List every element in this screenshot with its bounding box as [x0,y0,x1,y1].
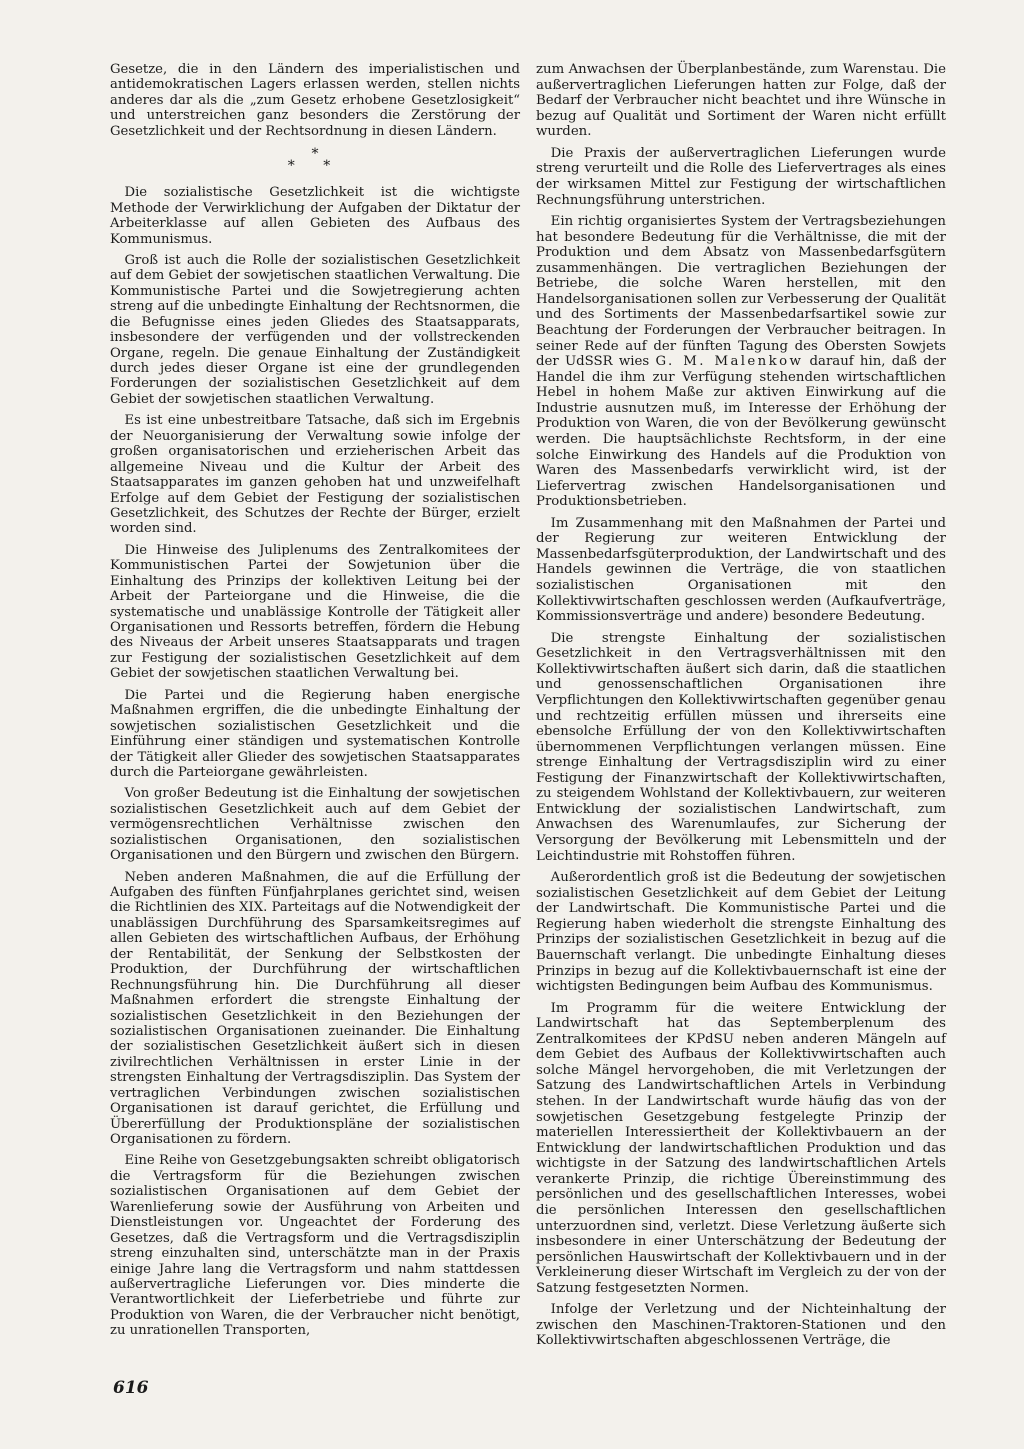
paragraph: Ein richtig organisiertes System der Vertragsbeziehungen hat besondere Bedeutung für die Verhältnisse, die mit der Produktion und dem Absatz von Massenbedarfsgütern zusammenhängen. Die vertraglichen Beziehungen der Betriebe, die solche Waren herstellen, mit den Handelsorganisationen sollen zur Verbesserung der Qualität und des Sortiments der Massenbedarfsartikel sowie zur Beachtung der Forderungen der Verbraucher beitragen. In seiner Rede auf der fünften Tagung des Obersten Sowjets der UdSSR wies G. M. Malenkow darauf hin, daß der Handel die ihm zur Verfügung stehenden wirtschaftlichen Hebel in hohem Maße zur aktiven Einwirkung auf die Industrie ausnutzen muß, im Interesse der Erhöhung der Produktion von Waren, die von der Bevölkerung gewünscht werden. Die hauptsächlichste Rechtsform, in der eine solche Einwirkung des Handels auf die Produktion von Waren des Massenbedarfs verwirklicht wird, ist der Liefervertrag zwischen Handelsorganisationen und Produktionsbetrieben. [536,214,947,510]
page-number: 616 [113,1378,149,1398]
paragraph: Infolge der Verletzung und der Nichteinhaltung der zwischen den Maschinen-Traktoren-Stationen und den Kollektivwirtschaften abgeschlossenen Verträge, die [536,1302,946,1349]
document-page [110,62,956,1432]
paragraph: Die Praxis der außervertraglichen Lieferungen wurde streng verurteilt und die Rolle des Liefervertrages als eines der wirksamen Mittel zur Festigung der wirtschaftlichen Rechnungsführung unterstrichen. [536,145,946,208]
paragraph: Eine Reihe von Gesetzgebungsakten schreibt obligatorisch die Vertragsform für die Beziehungen zwischen sozialistischen Organisationen auf dem Gebiet der Warenlieferung sowie der Ausführung von Arbeiten und Dienstleistungen vor. Ungeachtet der Forderung des Gesetzes, daß die Vertragsform und die Vertragsdisziplin streng einzuhalten sind, unterschätzte man in der Praxis einige Jahre lang die Vertragsform und nahm stattdessen außervertragliche Lieferungen vor. Dies minderte die Verantwortlichkeit der Lieferbetriebe und führte zur Produktion von Waren, die der Verbraucher nicht benötigt, zu unrationellen Transporten, [110,1153,520,1339]
section-divider-asterism: * * * [287,146,343,175]
paragraph: Die strengste Einhaltung der sozialistischen Gesetzlichkeit in den Vertragsverhältnissen mit den Kollektivwirtschaften äußert sich darin, daß die staatlichen und genossenschaftlichen Organisationen ihre Verpflichtungen den Kollektivwirtschaften gegenüber genau und rechtzeitig erfüllen müssen und ihrerseits eine ebensolche Erfüllung der von den Kollektivwirtschaften übernommenen Verpflichtungen verlangen müssen. Eine strenge Einhaltung der Vertragsdisziplin wird zu einer Festigung der Finanzwirtschaft der Kollektivwirtschaften, zu steigendem Wohlstand der Kollektivbauern, zur weiteren Entwicklung der sozialistischen Landwirtschaft, zum Anwachsen des Warenumlaufes, zur Sicherung der Versorgung der Bevölkerung mit Lebensmitteln und der Leichtindustrie mit Rohstoffen führen. [536,630,946,864]
paragraph: Neben anderen Maßnahmen, die auf die Erfüllung der Aufgaben des fünften Fünfjahrplanes gerichtet sind, weisen die Richtlinien des XIX. Parteitags auf die Notwendigkeit der unablässigen Durchführung des Sparsamkeitsregimes auf allen Gebieten des wirtschaftlichen Aufbaus, der Erhöhung der Rentabilität, der Senkung der Selbstkosten der Produktion, der Durchführung der wirtschaftlichen Rechnungsführung hin. Die Durchführung all dieser Maßnahmen erfordert die strengste Einhaltung der sozialistischen Gesetzlichkeit in den Beziehungen der sozialistischen Organisationen zueinander. Die Einhaltung der sozialistischen Gesetzlichkeit äußert sich in diesen zivilrechtlichen Verhältnissen in erster Linie in der strengsten Einhaltung der Vertragsdisziplin. Das System der vertraglichen Verbindungen zwischen sozialistischen Organisationen ist darauf gerichtet, die Erfüllung und Übererfüllung der Produktionspläne der sozialistischen Organisationen zu fördern. [110,869,520,1147]
paragraph: Von großer Bedeutung ist die Einhaltung der sowjetischen sozialistischen Gesetzlichkeit auch auf dem Gebiet der vermögensrechtlichen Verhältnisse zwischen den sozialistischen Organisationen, den sozialistischen Organisationen und den Bürgern und zwischen den Bürgern. [110,786,520,864]
paragraph: Die Hinweise des Juliplenums des Zentralkomitees der Kommunistischen Partei der Sowjetunion über die Einhaltung des Prinzips der kollektiven Leitung bei der Arbeit der Parteiorgane und die Hinweise, die die systematische und unablässige Kontrolle der Tätigkeit aller Organisationen und Ressorts betreffen, fördern die Hebung des Niveaus der Arbeit unseres Staatsapparats und tragen zur Festigung der sozialistischen Gesetzlichkeit auf dem Gebiet der sowjetischen staatlichen Verwaltung bei. [110,542,520,682]
left-column [110,62,520,1345]
paragraph: Im Zusammenhang mit den Maßnahmen der Partei und der Regierung zur weiteren Entwicklung der Massenbedarfsgüterproduktion, der Landwirtschaft und des Handels gewinnen die Verträge, die von staatlichen sozialistischen Organisationen mit den Kollektivwirtschaften geschlossen werden (Aufkaufverträge, Kommissionsverträge und andere) besondere Bedeutung. [536,515,946,625]
paragraph: Groß ist auch die Rolle der sozialistischen Gesetzlichkeit auf dem Gebiet der sowjetischen staatlichen Verwaltung. Die Kommunistische Partei und die Sowjetregierung achten streng auf die unbedingte Einhaltung der Rechtsnormen, die die Befugnisse eines jeden Gliedes des Staatsapparats, insbesondere der verfügenden und der vollstreckenden Organe, regeln. Die genaue Einhaltung der Zuständigkeit durch jedes dieser Organe ist eine der grundlegenden Forderungen der sozialistischen Gesetzlichkeit auf dem Gebiet der sowjetischen staatlichen Verwaltung. [110,252,520,407]
paragraph: zum Anwachsen der Überplanbestände, zum Warenstau. Die außervertraglichen Lieferungen hatten zur Folge, daß der Bedarf der Verbraucher nicht beachtet und ihre Wünsche in bezug auf Qualität und Sortiment der Waren nicht erfüllt wurden. [536,62,946,140]
paragraph: Es ist eine unbestreitbare Tatsache, daß sich im Ergebnis der Neuorganisierung der Verwaltung sowie infolge der großen organisatorischen und erzieherischen Arbeit das allgemeine Niveau und die Kultur der Arbeit des Staatsapparates im ganzen gehoben hat und unzweifelhaft Erfolge auf dem Gebiet der Festigung der sozialistischen Gesetzlichkeit, des Schutzes der Rechte der Bürger, erzielt worden sind. [110,413,520,537]
person-name: G. M. Malenkow [655,354,804,370]
paragraph: Die sozialistische Gesetzlichkeit ist die wichtigste Methode der Verwirklichung der Aufgaben der Diktatur der Arbeiterklasse auf allen Gebieten des Aufbaus des Kommunismus. [110,185,520,247]
paragraph: Im Programm für die weitere Entwicklung der Landwirtschaft hat das Septemberplenum des Zentralkomitees der KPdSU neben anderen Mängeln auf dem Gebiet des Aufbaus der Kollektivwirtschaften auch solche Mängel hervorgehoben, die mit Verletzungen der Satzung des Landwirtschaftlichen Artels in Verbindung stehen. In der Landwirtschaft wurde häufig das von der sowjetischen Gesetzgebung festgelegte Prinzip der materiellen Interessiertheit der Kollektivbauern an der Entwicklung der landwirtschaftlichen Produktion und das wichtigste in der Satzung des landwirtschaftlichen Artels verankerte Prinzip, die richtige Übereinstimmung des persönlichen und des gesellschaftlichen Interesses, wobei die persönlichen Interessen den gesellschaftlichen unterzuordnen sind, verletzt. Diese Verletzung äußerte sich insbesondere in einer Unterschätzung der Bedeutung der persönlichen Hauswirtschaft der Kollektivbauern und in der Verkleinerung dieser Wirtschaft im Vergleich zu der von der Satzung festgesetzten Normen. [536,1000,946,1296]
paragraph: Die Partei und die Regierung haben energische Maßnahmen ergriffen, die die unbedingte Einhaltung der sowjetischen sozialistischen Gesetzlichkeit und die Einführung einer ständigen und systematischen Kontrolle der Tätigkeit aller Glieder des sowjetischen Staatsapparates durch die Parteiorgane gewährleisten. [110,687,520,780]
right-column [536,62,946,1355]
paragraph: Gesetze, die in den Ländern des imperialistischen und antidemokratischen Lagers erlassen werden, stellen nichts anderes dar als die „zum Gesetz erhobene Gesetzlosigkeit“ und unterstreichen ganz besonders die Zerstörung der Gesetzlichkeit und der Rechtsordnung in diesen Ländern. [110,62,520,139]
paragraph: Außerordentlich groß ist die Bedeutung der sowjetischen sozialistischen Gesetzlichkeit auf dem Gebiet der Leitung der Landwirtschaft. Die Kommunistische Partei und die Regierung haben wiederholt die strengste Einhaltung des Prinzips der sozialistischen Gesetzlichkeit in bezug auf die Bauernschaft verlangt. Die unbedingte Einhaltung dieses Prinzips in bezug auf die Kollektivbauernschaft ist eine der wichtigsten Bedingungen beim Aufbau des Kommunismus. [536,870,946,995]
